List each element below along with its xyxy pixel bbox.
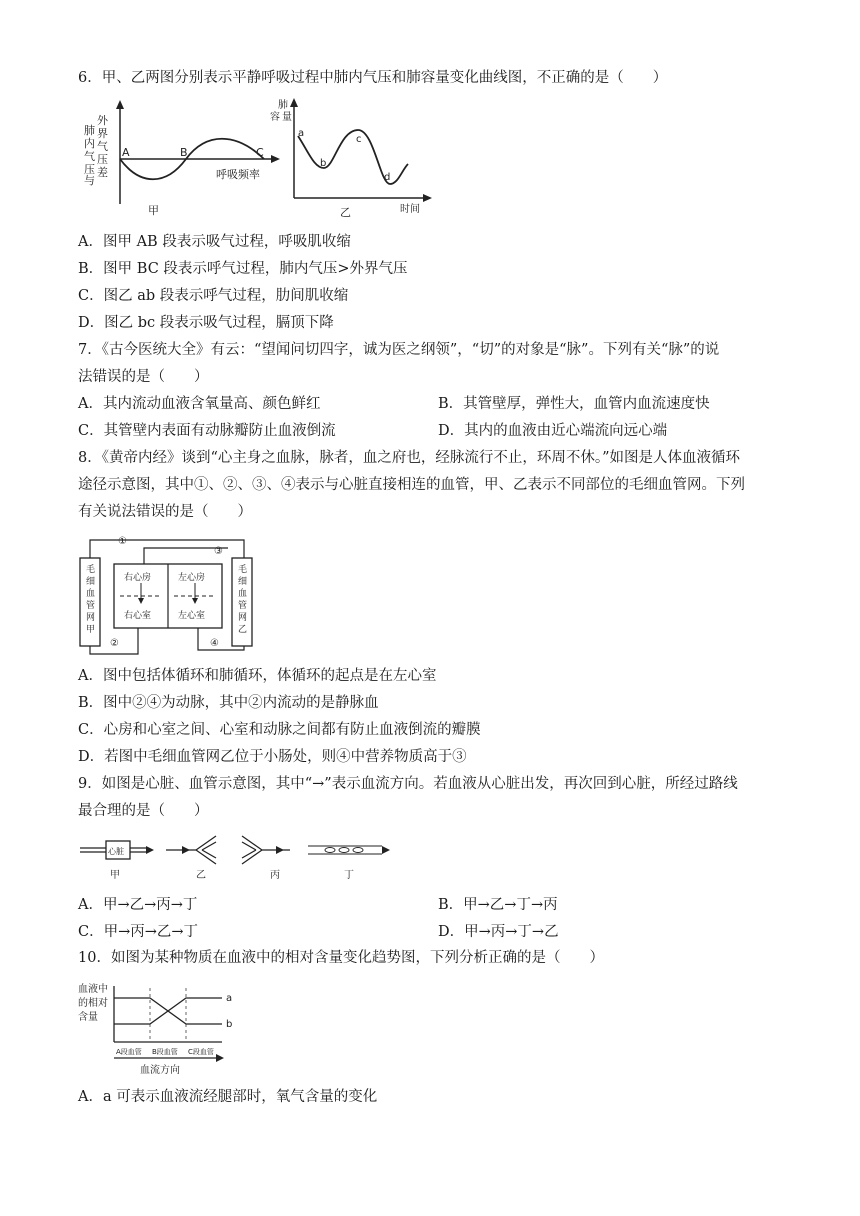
q10-option-a: A．a 可表示血液流经腿部时，氧气含量的变化	[78, 1089, 378, 1105]
segment-c-label: C段血管	[188, 1048, 214, 1056]
q6-figure-jia	[78, 96, 288, 218]
net-yi-char-4: 网	[238, 613, 248, 623]
flow-arrowhead	[216, 1054, 224, 1062]
ylabel-3: 量	[282, 112, 292, 123]
q9-vessels-diagram	[78, 828, 394, 884]
caption-jia: 甲	[110, 870, 120, 881]
ylabel-line2: 的相对	[78, 998, 108, 1009]
q7-stem-line1: 7．《古今医统大全》有云：“望闻问切四字，诚为医之纲领”，“切”的对象是“脉”。下列有关“脉”的说	[78, 342, 720, 358]
q9-stem-line2: 最合理的是（ ）	[78, 803, 209, 819]
q8-circulation-diagram	[78, 528, 256, 658]
net-jia-char-2: 血	[86, 589, 96, 599]
q6-stem: 6．甲、乙两图分别表示平静呼吸过程中肺内气压和肺容量变化曲线图，不正确的是（ ）	[78, 70, 668, 86]
point-a-label: A	[122, 146, 130, 159]
q9-option-d: D．甲→丙→丁→乙	[438, 924, 559, 940]
y-axis-arrow	[116, 100, 124, 109]
branch-up-inner	[202, 842, 216, 850]
merge-down-inner	[242, 850, 256, 858]
q8-option-b: B．图中②④为动脉，其中②内流动的是静脉血	[78, 695, 379, 711]
q8-stem-line3: 有关说法错误的是（ ）	[78, 504, 252, 520]
ylabel-2: 容	[270, 112, 280, 123]
left-ventricle-label: 左心室	[178, 611, 206, 621]
heart-arrowhead	[146, 846, 154, 854]
right-ventricle-label: 右心室	[124, 611, 152, 621]
point-b-label: B	[180, 146, 188, 159]
net-yi-char-5: 乙	[238, 625, 248, 635]
net-jia-char-5: 甲	[86, 625, 96, 635]
q9-stem-line1: 9．如图是心脏、血管示意图，其中“→”表示血流方向。若血液从心脏出发，再次回到心脏，所经过路线	[78, 776, 738, 792]
q9-option-c: C．甲→丙→乙→丁	[78, 924, 199, 940]
point-b-label: b	[320, 158, 327, 169]
content-chart-svg	[78, 976, 244, 1078]
figure-caption-jia: 甲	[148, 204, 159, 217]
flow-direction-label: 血流方向	[140, 1065, 180, 1076]
series-line-ascending	[114, 998, 222, 1024]
caption-yi: 乙	[196, 870, 206, 881]
q7-stem-line2: 法错误的是（ ）	[78, 369, 209, 385]
lung-volume-chart	[270, 96, 438, 222]
caption-bing: 丙	[270, 870, 280, 881]
vessel-1-label: ①	[118, 536, 127, 547]
q7-option-b: B．其管壁厚，弹性大，血管内血流速度快	[438, 396, 710, 412]
q6-option-a: A．图甲 AB 段表示吸气过程，呼吸肌收缩	[78, 234, 351, 250]
vessel-2-label: ②	[110, 638, 119, 649]
point-c-label: C	[256, 146, 264, 159]
ylabel-line1: 血液中	[78, 984, 108, 995]
branch-arrowhead	[182, 846, 190, 854]
right-atrium-label: 右心房	[124, 573, 152, 583]
merge-arrowhead	[276, 846, 284, 854]
net-jia-char-0: 毛	[86, 565, 96, 575]
vessel-4-label: ④	[210, 638, 219, 649]
q8-option-a: A．图中包括体循环和肺循环，体循环的起点是在左心室	[78, 668, 437, 684]
x-axis-label: 时间	[400, 204, 420, 215]
ylabel-line3: 含量	[78, 1012, 98, 1023]
q9-option-a: A．甲→乙→丙→丁	[78, 897, 198, 913]
vessel-3-label: ③	[214, 546, 223, 557]
volume-curve	[298, 130, 408, 184]
line-a-label: a	[226, 993, 233, 1004]
la-lv-arrowhead	[192, 598, 198, 604]
branch-down-inner	[202, 850, 216, 858]
q6-option-b: B．图甲 BC 段表示呼气过程，肺内气压>外界气压	[78, 261, 408, 277]
q8-option-c: C．心房和心室之间、心室和动脉之间都有防止血液倒流的瓣膜	[78, 722, 481, 738]
net-yi-char-0: 毛	[238, 565, 248, 575]
q7-option-c: C．其管壁内表面有动脉瓣防止血液倒流	[78, 423, 336, 439]
line-b-label: b	[226, 1019, 233, 1030]
point-c-label: c	[356, 134, 362, 145]
q10-stem: 10．如图为某种物质在血液中的相对含量变化趋势图，下列分析正确的是（ ）	[78, 950, 604, 966]
figure-caption-yi: 乙	[340, 206, 351, 219]
ylabel-1: 肺	[278, 100, 288, 111]
caption-ding: 丁	[344, 870, 354, 881]
merge-up-inner	[242, 842, 256, 850]
blood-cell-3	[353, 848, 363, 853]
vessels-svg	[78, 828, 394, 884]
segment-a-label: A段血管	[116, 1048, 142, 1056]
point-a-label: a	[298, 128, 305, 139]
x-axis-label: 呼吸频率	[216, 168, 260, 181]
q6-figure-yi	[270, 96, 438, 222]
net-jia-char-1: 细	[86, 577, 96, 587]
q8-stem-line1: 8．《黄帝内经》谈到“心主身之血脉，脉者，血之府也，经脉流行不止，环周不休。”如图是人体血液循环	[78, 450, 741, 466]
x-axis-arrow	[423, 194, 432, 202]
y-axis-arrow	[290, 98, 298, 107]
net-jia-char-3: 管	[86, 601, 96, 611]
heart-label: 心脏	[108, 847, 124, 856]
net-yi-char-1: 细	[238, 577, 248, 587]
ylabel-col2: 外界气压差	[97, 114, 108, 179]
net-yi-char-3: 管	[238, 601, 248, 611]
pressure-chart	[78, 96, 288, 218]
ra-rv-arrowhead	[138, 598, 144, 604]
point-d-label: d	[384, 172, 391, 183]
q8-option-d: D．若图中毛细血管网乙位于小肠处，则④中营养物质高于③	[78, 749, 467, 765]
ylabel-tail: 与	[84, 174, 95, 187]
blood-cell-1	[325, 848, 335, 853]
left-atrium-label: 左心房	[178, 573, 206, 583]
q10-content-chart	[78, 976, 244, 1078]
q6-option-d: D．图乙 bc 段表示吸气过程，膈顶下降	[78, 315, 334, 331]
blood-cell-2	[339, 848, 349, 853]
q7-option-a: A．其内流动血液含氧量高、颜色鲜红	[78, 396, 321, 412]
q7-option-d: D．其内的血液由近心端流向远心端	[438, 423, 668, 439]
capillary-arrowhead	[382, 846, 390, 854]
q6-option-c: C．图乙 ab 段表示呼气过程，肋间肌收缩	[78, 288, 349, 304]
segment-b-label: B段血管	[152, 1048, 178, 1056]
circulation-svg	[78, 528, 256, 658]
q9-option-b: B．甲→乙→丁→丙	[438, 897, 558, 913]
ylabel-col1: 肺内气压	[84, 124, 95, 176]
q8-stem-line2: 途径示意图，其中①、②、③、④表示与心脏直接相连的血管，甲、乙表示不同部位的毛细血管网。下列	[78, 477, 745, 493]
net-yi-char-2: 血	[238, 589, 248, 599]
net-jia-char-4: 网	[86, 613, 96, 623]
